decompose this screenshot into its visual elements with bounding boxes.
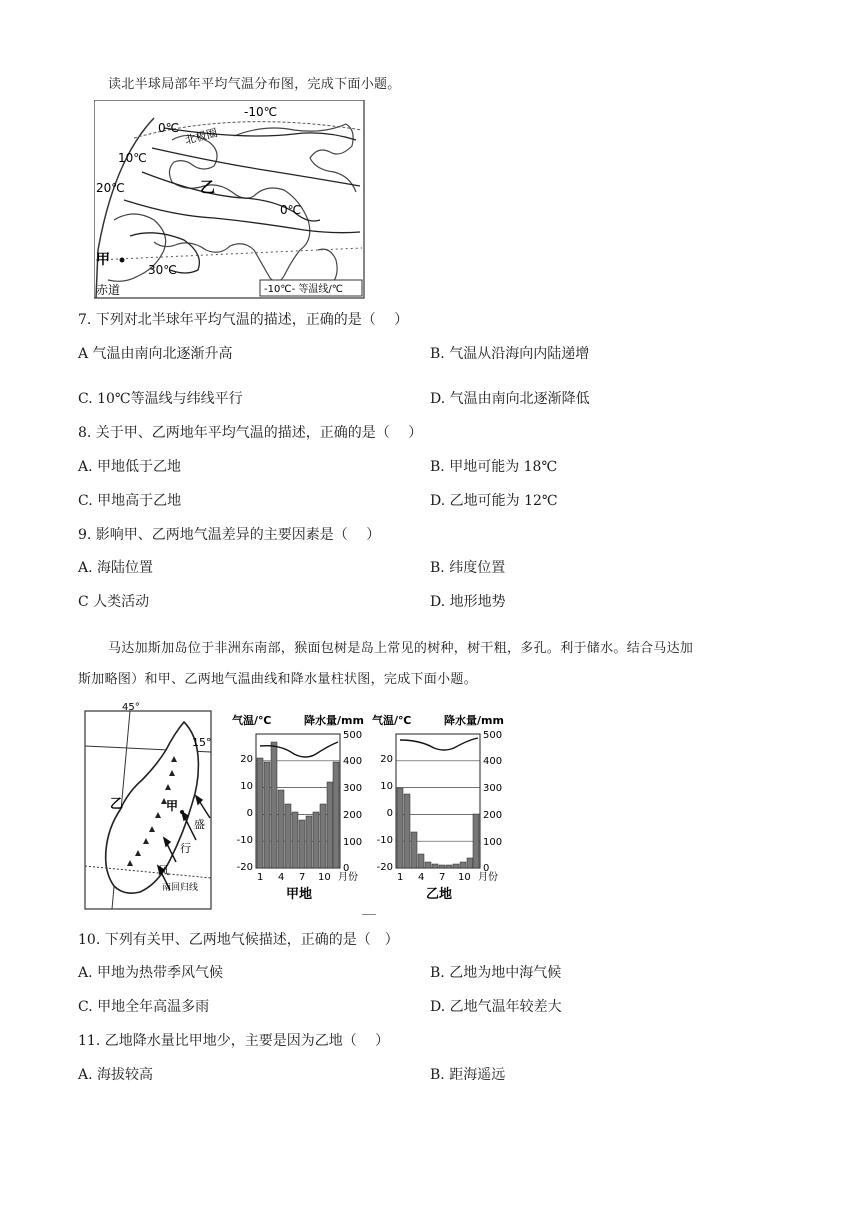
question-10-option-a[interactable]: A. 甲地为热带季风气候 — [78, 965, 224, 981]
precip-tick: 500 — [483, 730, 503, 741]
month-tick: 10 — [458, 872, 471, 883]
intro-text-1: 读北半球局部年平均气温分布图，完成下面小题。 — [108, 77, 401, 92]
climate-chart-jia-svg — [224, 712, 370, 908]
label-jia: 甲 — [166, 799, 179, 813]
question-9-option-b[interactable]: B. 纬度位置 — [430, 560, 506, 576]
precip-tick: 0 — [343, 863, 350, 874]
temp-tick: 0 — [386, 808, 393, 819]
temp-tick: 10 — [380, 781, 393, 792]
label-0c-b: 0℃ — [280, 203, 302, 217]
label-20c: 20℃ — [96, 181, 125, 195]
label-lon-45: 45° — [122, 702, 140, 713]
map-legend: -10℃- 等温线/℃ — [264, 284, 343, 295]
question-10-option-b[interactable]: B. 乙地为地中海气候 — [430, 965, 562, 981]
temp-axis-title: 气温/℃ — [232, 714, 272, 727]
jia-point — [120, 258, 125, 263]
temp-tick: -10 — [236, 835, 253, 846]
precip-tick: 0 — [483, 863, 490, 874]
question-9-option-c[interactable]: C 人类活动 — [78, 594, 150, 610]
month-tick: 1 — [257, 872, 264, 883]
question-11-option-b[interactable]: B. 距海遥远 — [430, 1067, 506, 1083]
precip-tick: 300 — [343, 783, 363, 794]
question-8-option-d[interactable]: D. 乙地可能为 12℃ — [430, 493, 558, 509]
climate-chart-yi — [364, 712, 514, 912]
month-tick: 7 — [299, 872, 306, 883]
climate-chart-jia — [224, 712, 370, 912]
question-7-option-a[interactable]: A 气温由南向北逐渐升高 — [78, 346, 233, 362]
label-30c: 30℃ — [148, 263, 177, 277]
question-10-stem: 10. 下列有关甲、乙两地气候描述，正确的是（ ） — [78, 932, 399, 948]
temp-tick: -20 — [236, 862, 253, 873]
isotherm-map-svg — [94, 100, 366, 300]
chart-caption: 甲地 — [286, 887, 313, 902]
question-10-option-d[interactable]: D. 乙地气温年较差大 — [430, 999, 562, 1015]
precip-tick: 100 — [343, 837, 363, 848]
precip-tick: 200 — [343, 810, 363, 821]
label-0c-a: 0℃ — [158, 121, 180, 135]
jia-point — [180, 810, 184, 814]
question-11-option-a[interactable]: A. 海拔较高 — [78, 1067, 154, 1083]
question-11-stem: 11. 乙地降水量比甲地少，主要是因为乙地（ ） — [78, 1033, 390, 1049]
temp-tick: -20 — [376, 862, 393, 873]
label-tropic: 南回归线 — [162, 883, 199, 893]
month-tick: 1 — [397, 872, 404, 883]
month-tick: 4 — [278, 872, 285, 883]
question-7-option-c[interactable]: C. 10℃等温线与纬线平行 — [78, 391, 243, 407]
question-7-option-d[interactable]: D. 气温由南向北逐渐降低 — [430, 391, 590, 407]
precip-axis-title: 降水量/mm — [444, 714, 504, 727]
precip-tick: 100 — [483, 837, 503, 848]
question-7-stem: 7. 下列对北半球年平均气温的描述，正确的是（ ） — [78, 312, 409, 328]
question-10-option-c[interactable]: C. 甲地全年高温多雨 — [78, 999, 210, 1015]
month-tick: 7 — [439, 872, 446, 883]
climate-chart-yi-svg — [364, 712, 514, 908]
isotherm-map — [94, 100, 366, 304]
label-wind-1: 盛 — [194, 818, 205, 831]
question-8-option-a[interactable]: A. 甲地低于乙地 — [78, 459, 182, 475]
month-unit: 月份 — [338, 872, 358, 883]
month-unit: 月份 — [478, 872, 498, 883]
precip-tick: 200 — [483, 810, 503, 821]
temp-tick: 20 — [240, 754, 253, 765]
label-yi: 乙 — [200, 178, 216, 196]
precip-axis-title: 降水量/mm — [304, 714, 364, 727]
intro-text-2-line2: 斯加略图）和甲、乙两地气温曲线和降水量柱状图，完成下面小题。 — [78, 672, 478, 687]
intro-text-2-line1: 马达加斯加岛位于非洲东南部，猴面包树是岛上常见的树种，树干粗，多孔。利于储水。结合马达加 — [108, 641, 694, 656]
label-minus10: -10℃ — [244, 105, 278, 119]
precip-tick: 400 — [483, 756, 503, 767]
question-8-option-c[interactable]: C. 甲地高于乙地 — [78, 493, 182, 509]
label-wind-3: 风 — [158, 864, 169, 877]
madagascar-map — [84, 700, 214, 916]
question-7-option-b[interactable]: B. 气温从沿海向内陆递增 — [430, 346, 590, 362]
temp-tick: 10 — [240, 781, 253, 792]
precip-tick: 500 — [343, 730, 363, 741]
question-9-stem: 9. 影响甲、乙两地气温差异的主要因素是（ ） — [78, 527, 381, 543]
divider-mark — [362, 914, 376, 915]
month-tick: 4 — [418, 872, 425, 883]
question-8-option-b[interactable]: B. 甲地可能为 18℃ — [430, 459, 558, 475]
month-tick: 10 — [318, 872, 331, 883]
question-9-option-d[interactable]: D. 地形地势 — [430, 594, 506, 610]
label-arctic-circle: 北极圈 — [183, 126, 219, 147]
question-8-stem: 8. 关于甲、乙两地年平均气温的描述，正确的是（ ） — [78, 425, 423, 441]
temp-tick: -10 — [376, 835, 393, 846]
label-yi: 乙 — [110, 797, 124, 812]
precip-tick: 400 — [343, 756, 363, 767]
temp-tick: 20 — [380, 754, 393, 765]
label-lat-15: 15° — [192, 736, 212, 749]
madagascar-map-svg — [84, 700, 214, 912]
precip-tick: 300 — [483, 783, 503, 794]
chart-caption: 乙地 — [426, 887, 453, 902]
question-9-option-a[interactable]: A. 海陆位置 — [78, 560, 154, 576]
temp-tick: 0 — [246, 808, 253, 819]
label-jia: 甲 — [96, 252, 110, 268]
label-wind-2: 行 — [180, 842, 191, 855]
label-10c: 10℃ — [118, 151, 147, 165]
label-equator: 赤道 — [96, 283, 121, 297]
temp-axis-title: 气温/℃ — [372, 714, 412, 727]
